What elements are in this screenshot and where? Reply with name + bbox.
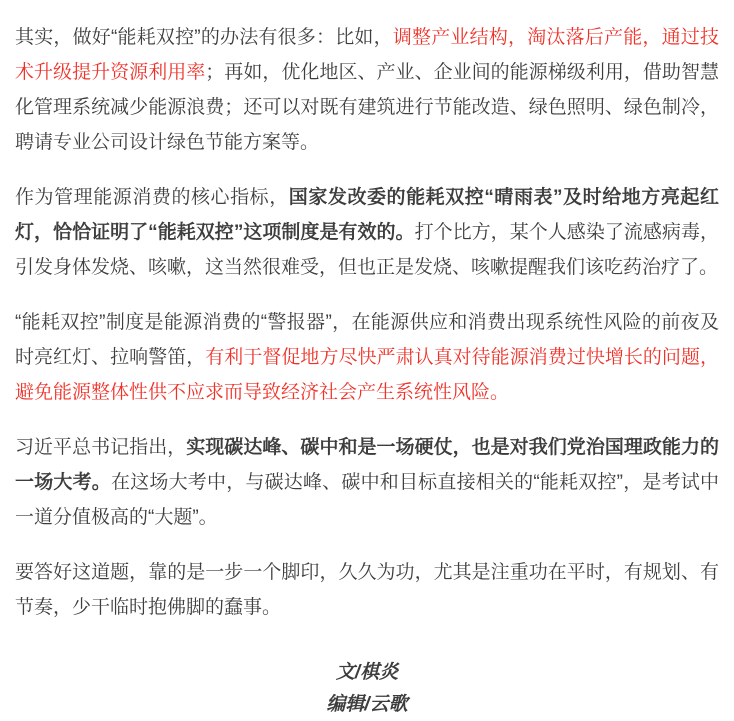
article-body: [15, 20, 719, 625]
paragraph: [15, 555, 719, 625]
credit-line: 文/棋炎: [335, 662, 399, 683]
text-segment-normal: 习近平总书记指出，: [15, 437, 187, 458]
text-segment-normal: 要答好这道题，靠的是一步一个脚印，久久为功，尤其是注重功在平时，有规划、有节奏，少干临时抱佛脚的蠢事。: [15, 562, 719, 618]
paragraph: [15, 305, 719, 410]
paragraph: [15, 430, 719, 535]
text-segment-normal: “能耗双控”制度是能源消费的“警报器”，在能源供应和消费出现系统性风险的前夜及时亮红灯、拉响警笛，: [15, 312, 719, 368]
text-segment-normal: 作为管理能源消费的核心指标，: [15, 187, 289, 208]
text-segment-normal: 在这场大考中，与碳达峰、碳中和目标直接相关的“能耗双控”，是考试中一道分值极高的“大题”。: [15, 472, 719, 528]
text-segment-normal: ；再如，优化地区、产业、企业间的能源梯级利用，借助智慧化管理系统减少能源浪费；还可以对既有建筑进行节能改造、绿色照明、绿色制冷，聘请专业公司设计绿色节能方案等。: [15, 62, 719, 153]
text-segment-normal: 打个比方，某个人感染了流感病毒，引发身体发烧、咳嗽，这当然很难受，但也正是发烧、咳嗽提醒我们该吃药治疗了。: [15, 222, 719, 278]
credit-line: 编辑/云歌: [326, 694, 408, 715]
text-segment-red: 有利于督促地方尽快严肃认真对待能源消费过快增长的问题，避免能源整体性供不应求而导致经济社会产生系统性风险。: [15, 347, 719, 403]
text-segment-bold: 国家发改委的能耗双控“晴雨表”及时给地方亮起红灯，恰恰证明了“能耗双控”这项制度是有效的。: [15, 187, 719, 243]
credits: [15, 657, 719, 721]
paragraph: [15, 180, 719, 285]
text-segment-bold: 实现碳达峰、碳中和是一场硬仗，也是对我们党治国理政能力的一场大考。: [15, 437, 719, 493]
text-segment-red: 调整产业结构，淘汰落后产能，通过技术升级提升资源利用率: [15, 27, 719, 83]
text-segment-normal: 其实，做好“能耗双控”的办法有很多：比如，: [15, 27, 393, 48]
paragraph: [15, 20, 719, 160]
